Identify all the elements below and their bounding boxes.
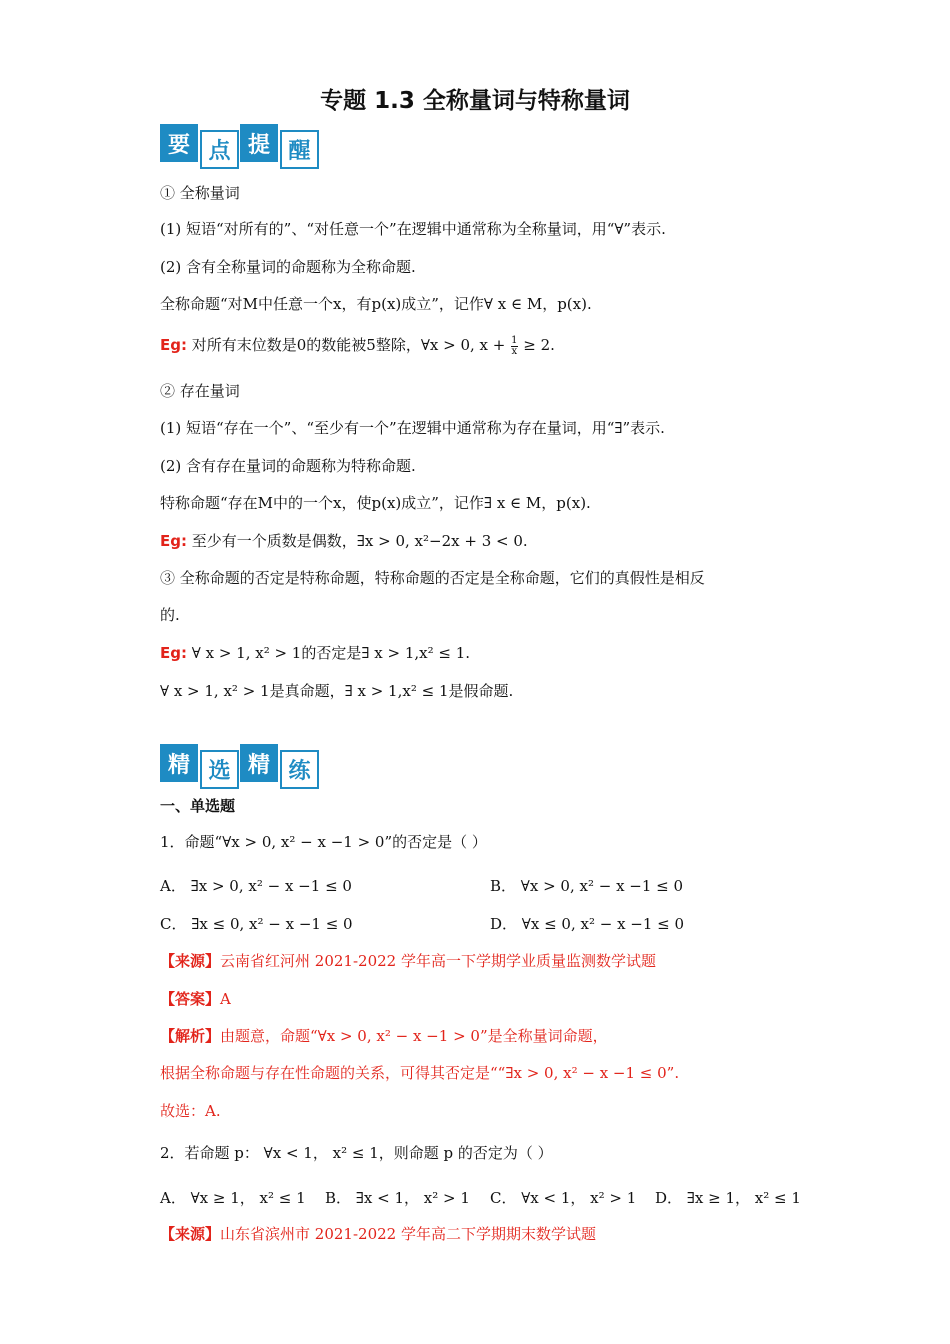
eg-tail: ≥ 2.	[518, 336, 555, 354]
fraction: $\frac{1}{x}$	[511, 334, 518, 357]
source-text: 山东省滨州市 2021-2022 学年高二下学期期末数学试题	[220, 1225, 596, 1243]
source-line	[160, 950, 656, 971]
badge-char: 精	[240, 744, 278, 782]
paragraph: (2) 含有全称量词的命题称为全称命题.	[160, 258, 416, 276]
badge-char: 要	[160, 124, 198, 162]
eg-text: 对所有末位数是0的数能被5整除，∀x > 0, x +	[191, 336, 511, 354]
paragraph: ∀ x > 1, x² > 1是真命题，∃ x > 1,x² ≤ 1是假命题.	[160, 682, 514, 700]
eg-text: 至少有一个质数是偶数，∃x > 0, x²−2x + 3 < 0.	[191, 532, 528, 550]
eg-text: ∀ x > 1, x² > 1的否定是∃ x > 1,x² ≤ 1.	[191, 644, 471, 662]
analysis-line: 根据全称命题与存在性命题的关系，可得其否定是““∃x > 0, x² − x −1 ≤ 0”.	[160, 1064, 680, 1082]
paragraph: 特称命题“存在M中的一个x，使p(x)成立”，记作∃ x ∈ M，p(x).	[160, 494, 591, 512]
badge-char: 醒	[280, 130, 319, 169]
analysis-label: 【解析】	[160, 1027, 221, 1045]
eg-label: Eg:	[160, 644, 187, 662]
paragraph: ③ 全称命题的否定是特称命题，特称命题的否定是全称命题，它们的真假性是相反	[160, 569, 705, 587]
option-b: B． ∃x < 1， x² > 1	[325, 1189, 470, 1207]
paragraph: 的.	[160, 606, 180, 624]
option-a: A． ∀x ≥ 1， x² ≤ 1	[160, 1189, 306, 1207]
paragraph: (1) 短语“存在一个”、“至少有一个”在逻辑中通常称为存在量词，用“∃”表示.	[160, 419, 665, 437]
source-line	[160, 1223, 596, 1244]
option-c: C． ∀x < 1， x² > 1	[490, 1189, 637, 1207]
paragraph: 全称命题“对M中任意一个x，有p(x)成立”，记作∀ x ∈ M，p(x).	[160, 295, 592, 313]
answer-line	[160, 988, 231, 1009]
question-1: 1．命题“∀x > 0, x² − x −1 > 0”的否定是（ ）	[160, 833, 487, 851]
section-heading: 一、单选题	[160, 797, 236, 815]
example-line	[160, 642, 470, 663]
heading-existential: ② 存在量词	[160, 382, 240, 400]
analysis-text: 由题意，命题“∀x > 0, x² − x −1 > 0”是全称量词命题，	[220, 1027, 608, 1045]
badge-char: 选	[200, 750, 239, 789]
option-a: A． ∃x > 0, x² − x −1 ≤ 0	[160, 877, 352, 895]
analysis-line: 故选：A.	[160, 1102, 221, 1120]
answer-text: A	[220, 990, 231, 1008]
analysis-line	[160, 1025, 608, 1046]
answer-label: 【答案】	[160, 990, 221, 1008]
option-d: D． ∃x ≥ 1， x² ≤ 1	[655, 1189, 801, 1207]
eg-label: Eg:	[160, 532, 187, 550]
source-text: 云南省红河州 2021-2022 学年高一下学期学业质量监测数学试题	[220, 952, 656, 970]
example-line	[160, 334, 555, 357]
paragraph: (2) 含有存在量词的命题称为特称命题.	[160, 457, 416, 475]
option-d: D． ∀x ≤ 0, x² − x −1 ≤ 0	[490, 915, 685, 933]
badge-char: 点	[200, 130, 239, 169]
badge-char: 练	[280, 750, 319, 789]
badge-char: 精	[160, 744, 198, 782]
option-c: C． ∃x ≤ 0, x² − x −1 ≤ 0	[160, 915, 353, 933]
question-2: 2．若命题 p： ∀x < 1， x² ≤ 1，则命题 p 的否定为（ ）	[160, 1144, 553, 1162]
badge-char: 提	[240, 124, 278, 162]
source-label: 【来源】	[160, 1225, 221, 1243]
eg-label: Eg:	[160, 336, 187, 354]
option-b: B． ∀x > 0, x² − x −1 ≤ 0	[490, 877, 684, 895]
source-label: 【来源】	[160, 952, 221, 970]
paragraph: (1) 短语“对所有的”、“对任意一个”在逻辑中通常称为全称量词，用“∀”表示.	[160, 220, 666, 238]
heading-universal: ① 全称量词	[160, 184, 240, 202]
example-line	[160, 530, 528, 551]
page-title: 专题 1.3 全称量词与特称量词	[320, 88, 630, 114]
